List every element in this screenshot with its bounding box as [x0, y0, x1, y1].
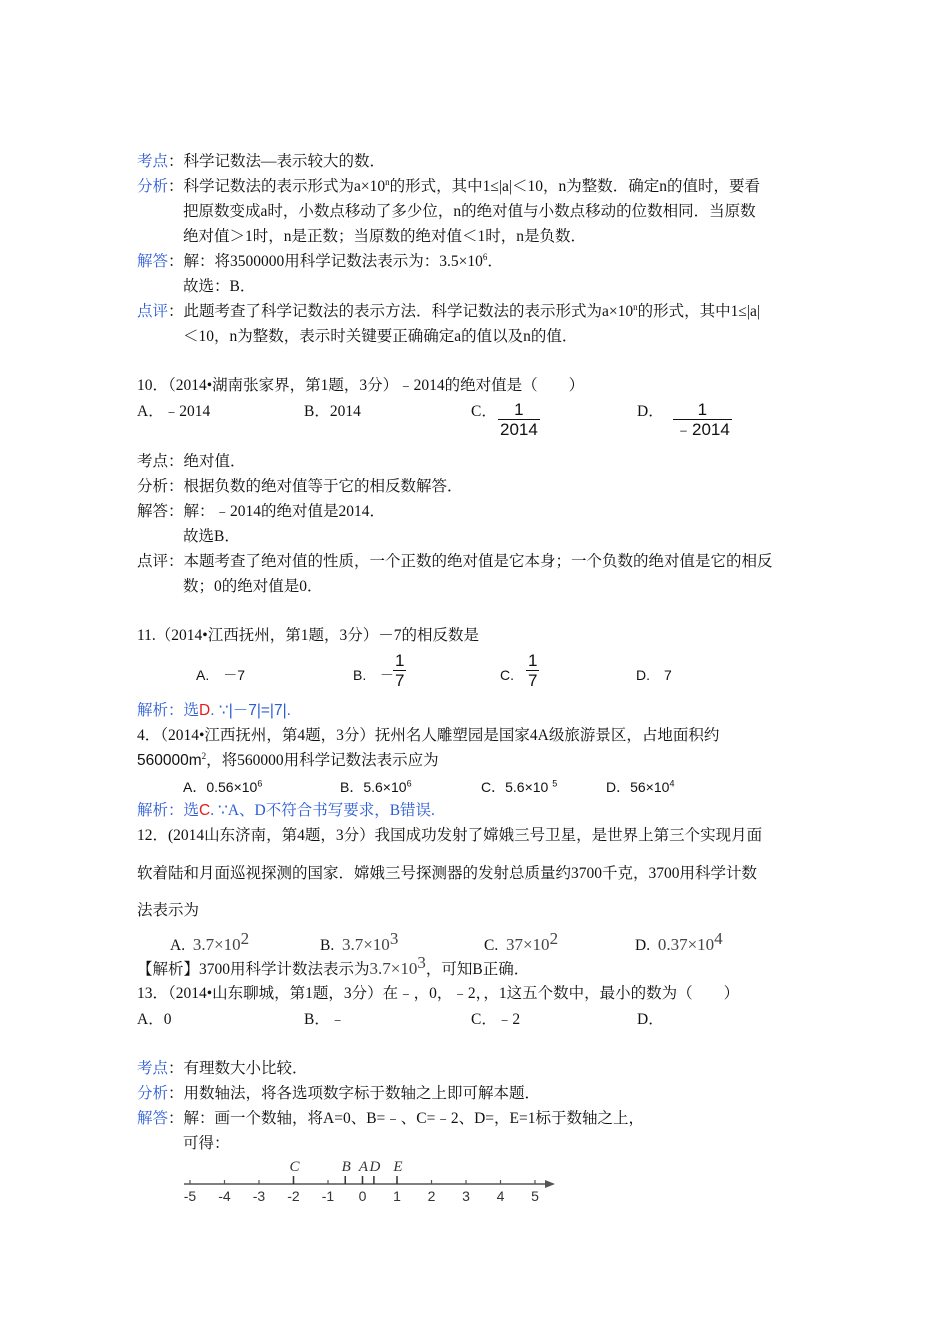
q4-option-b: B．$5.6\times 10^6$: [340, 778, 412, 795]
tick-label: -1: [321, 1188, 335, 1204]
dianping-line-1: 点评：此题考查了科学记数法的表示方法．科学记数法的表示形式为$a\times 10^n$的形式，其中1≤|a|: [137, 301, 760, 320]
q4-stem: 4．（2014•江西抚州，第4题，3分）抚州名人雕塑园是国家4A级旅游景区，占地面积约: [137, 727, 720, 744]
q4-stem-2: $560000m^2$，将560000用科学记数法表示应为: [137, 750, 439, 769]
number-line-diagram: [170, 1150, 570, 1210]
q12-stem-3: 法表示为: [137, 902, 200, 919]
q4-jiexi: 解析：选C. ∵A、D不符合书写要求，B错误.: [137, 802, 435, 819]
kaodian-line: 考点：科学记数法—表示较大的数．: [137, 153, 386, 170]
number-line-arrow: [545, 1180, 555, 1188]
q4-option-d: D．$56\times 10^4$: [606, 778, 675, 795]
q11-b-fraction: $\frac{1}{7}$: [395, 651, 405, 690]
tick-label: 1: [393, 1188, 401, 1204]
q12-stem-1: 12．(2014山东济南，第4题，3分）我国成功发射了嫦娥三号卫星，是世界上第三个实现月面: [137, 827, 763, 844]
tick-label: -4: [218, 1188, 231, 1204]
q12-stem-2: 软着陆和月面巡视探测的国家．嫦娥三号探测器的发射总质量约3700千克，3700用科学计数: [137, 865, 758, 882]
dianping-line-2: ＜10，n为整数，表示时关键要正确确定a的值以及n的值．: [183, 328, 578, 345]
q10-fenxi: 分析：根据负数的绝对值等于它的相反数解答．: [137, 478, 463, 495]
q12-option-d: D. $0.37\times 10^4$: [635, 928, 723, 954]
fenxi-line-1: 分析：科学记数法的表示形式为$a\times 10^n$的形式，其中1≤|a|＜10，n为整数．确定n的值时，要看: [137, 176, 760, 195]
q10-d-fraction: $\frac{1}{﹣2014}$: [675, 400, 730, 439]
point-label: B: [341, 1159, 351, 1175]
q11-option-b: B.: [353, 667, 367, 683]
q12-option-b: B. $3.7\times 10^3$: [320, 928, 399, 954]
q4-option-c: C．5.6×10 $^5$: [481, 778, 558, 795]
q11-option-c: C.: [500, 667, 514, 683]
q13-option-b: B．﹣: [304, 1011, 346, 1028]
q13-option-d: D．: [637, 1011, 664, 1028]
tick-label: 3: [462, 1188, 470, 1204]
q12-option-c: C. $37\times 10^2$: [484, 928, 559, 954]
q10-option-c: C．: [471, 403, 497, 420]
q11-option-d: D. 7: [636, 667, 672, 683]
q12-option-a: A. $3.7\times 10^2$: [170, 928, 250, 954]
q11-b-sign: －: [380, 667, 394, 683]
fenxi-line-3: 绝对值＞1时，n是正数；当原数的绝对值＜1时，n是负数．: [183, 228, 587, 245]
q13-kaodian: 考点：有理数大小比较．: [137, 1060, 308, 1077]
q13-kede: 可得：: [183, 1135, 230, 1152]
q13-jieda: 解答：解：画一个数轴，将A=0、B=﹣、C=﹣2、D=，E=1标于数轴之上，: [137, 1110, 645, 1127]
q10-c-fraction: $\frac{1}{2014}$: [500, 400, 538, 439]
q10-option-a: A．﹣2014: [137, 403, 211, 420]
point-label: D: [369, 1159, 381, 1175]
q11-c-fraction: $\frac{1}{7}$: [528, 651, 538, 690]
q10-jieda: 解答：解：﹣2014的绝对值是2014．: [137, 503, 386, 520]
tick-label: -2: [287, 1188, 300, 1204]
tick-label: 5: [531, 1188, 539, 1204]
point-label: A: [358, 1159, 369, 1175]
tick-label: 2: [427, 1188, 436, 1204]
tick-label: -3: [252, 1188, 266, 1204]
q12-jiexi: 【解析】3700用科学计数法表示为$3.7\times 10^3$，可知B正确．: [137, 952, 530, 978]
q10-guxuan: 故选B．: [183, 528, 240, 545]
q11-option-a: A. －7: [196, 667, 246, 683]
q11-jiexi: 解析：选D. ∵|－7|=|7|.: [137, 702, 291, 719]
tick-label: 4: [496, 1188, 505, 1204]
point-label: C: [289, 1159, 300, 1175]
point-label: E: [393, 1159, 403, 1175]
q10-stem: 10．（2014•湖南张家界，第1题，3分）﹣2014的绝对值是（ ）: [137, 377, 585, 394]
q10-option-d: D．: [637, 403, 664, 420]
q10-kaodian: 考点：绝对值．: [137, 453, 246, 470]
q13-option-a: A．0: [137, 1011, 172, 1028]
tick-label: 0: [358, 1188, 367, 1204]
q10-option-b: B．2014: [304, 403, 361, 420]
jieda-line: 解答：解：将3500000用科学记数法表示为：$3.5\times 10^6$．: [137, 251, 503, 270]
guxuan-line: 故选：B．: [183, 278, 256, 295]
fenxi-line-2: 把原数变成a时，小数点移动了多少位，n的绝对值与小数点移动的位数相同．当原数: [183, 203, 756, 220]
q10-dianping-1: 点评：本题考查了绝对值的性质，一个正数的绝对值是它本身；一个负数的绝对值是它的相反: [137, 553, 773, 570]
q13-option-c: C．﹣2: [471, 1011, 521, 1028]
kaodian-tag: 考点: [137, 153, 169, 170]
q4-option-a: A．$0.56\times 10^6$: [183, 778, 263, 795]
q10-dianping-2: 数；0的绝对值是0．: [183, 578, 323, 595]
q13-stem: 13．（2014•山东聊城，第1题，3分）在﹣，0，﹣2，，1这五个数中，最小的数为（ ）: [137, 985, 740, 1002]
tick-label: -5: [183, 1188, 197, 1204]
q13-fenxi: 分析：用数轴法，将各选项数字标于数轴之上即可解本题．: [137, 1085, 541, 1102]
q11-stem: 11.（2014•江西抚州，第1题，3分）－7的相反数是: [137, 627, 479, 644]
